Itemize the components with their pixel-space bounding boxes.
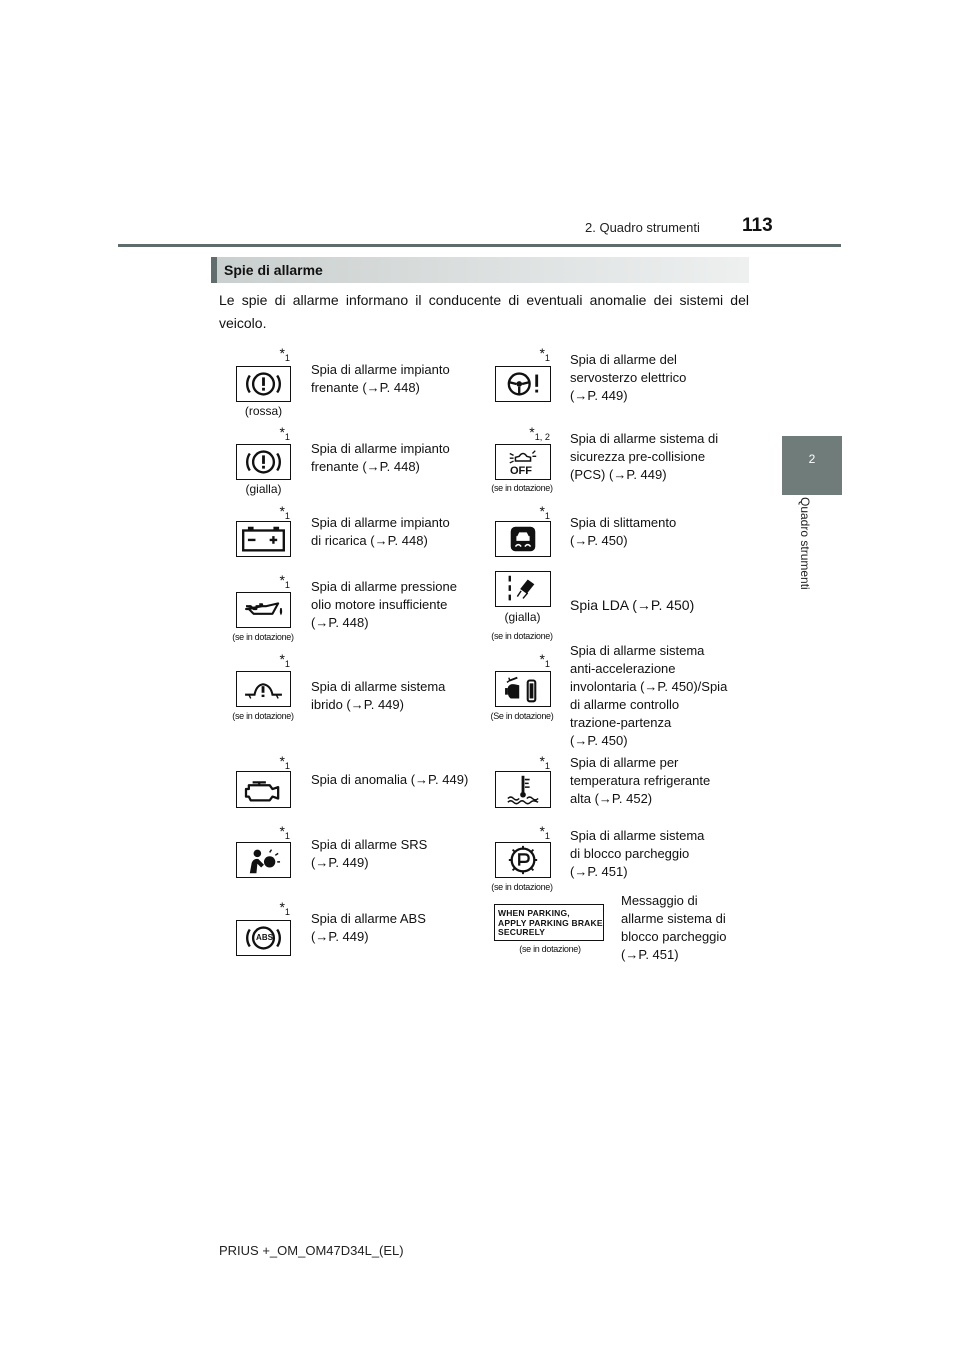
drive-start-control-icon bbox=[495, 671, 551, 707]
section-title-accent bbox=[211, 257, 217, 283]
description: Spia di allarme impianto di ricarica (→P. 448) bbox=[311, 515, 450, 548]
description: Spia di allarme ABS (→P. 449) bbox=[311, 911, 426, 944]
description: Spia di allarme sistema anti-accelerazione involontaria (→P. 450)/Spia di allarme controllo trazione-partenza (→P. 450) bbox=[570, 643, 728, 748]
description: Spia di allarme SRS (→P. 449) bbox=[311, 837, 428, 870]
footnote-marker: $*_1$ bbox=[279, 572, 290, 591]
check-engine-icon bbox=[236, 771, 291, 808]
document-code: PRIUS +_OM_OM47D34L_(EL) bbox=[219, 1243, 404, 1258]
oil-pressure-icon bbox=[236, 592, 291, 628]
coolant-temp-icon bbox=[495, 771, 551, 808]
section-title: Spie di allarme bbox=[224, 262, 323, 278]
icon-caption-small: (se in dotazione) bbox=[232, 711, 294, 721]
parking-lock-icon bbox=[495, 842, 551, 878]
icon-caption-small: (se in dotazione) bbox=[491, 631, 553, 641]
pcs-off-text: OFF bbox=[510, 465, 532, 477]
description: Messaggio di allarme sistema di blocco parcheggio (→P. 451) bbox=[621, 893, 727, 962]
footnote-marker: $*_1$ bbox=[279, 424, 290, 443]
description: Spia di allarme sistema ibrido (→P. 449) bbox=[311, 679, 446, 712]
footnote-marker: $*_1$ bbox=[539, 823, 550, 842]
intro-paragraph: Le spie di allarme informano il conducente di eventuali anomalie dei sistemi del veicolo. bbox=[219, 292, 749, 331]
description: Spia di allarme del servosterzo elettrico (→P. 449) bbox=[570, 352, 687, 403]
description: Spia di allarme sistema di blocco parcheggio (→P. 451) bbox=[570, 828, 705, 879]
footnote-marker: $*_1$ bbox=[279, 899, 290, 918]
footnote-marker: $*_1$ bbox=[539, 651, 550, 670]
lda-icon bbox=[495, 571, 551, 607]
footnote-marker: $*_1$ bbox=[279, 651, 290, 670]
parking-message-text: WHEN PARKING, APPLY PARKING BRAKE SECURELY bbox=[498, 908, 603, 937]
icon-caption-small: (se in dotazione) bbox=[491, 483, 553, 493]
footnote-marker: $*_1$ bbox=[279, 823, 290, 842]
hybrid-system-icon bbox=[236, 671, 291, 707]
icon-caption: (gialla) bbox=[504, 610, 541, 624]
description: Spia di allarme per temperatura refrigerante alta (→P. 452) bbox=[570, 755, 711, 806]
description: Spia di allarme pressione olio motore insufficiente (→P. 448) bbox=[311, 579, 457, 630]
power-steering-warning-icon bbox=[495, 366, 551, 402]
page-number: 113 bbox=[742, 215, 773, 236]
icon-caption-small: (Se in dotazione) bbox=[490, 711, 554, 721]
icon-caption-small: (se in dotazione) bbox=[232, 632, 294, 642]
description: Spia di slittamento (→P. 450) bbox=[570, 515, 677, 548]
description: Spia di allarme impianto frenante (→P. 448) bbox=[311, 362, 450, 395]
footnote-marker: $*_1$ bbox=[279, 503, 290, 522]
description: Spia di anomalia (→P. 449) bbox=[311, 772, 469, 787]
battery-charge-icon bbox=[236, 521, 291, 557]
footnote-marker: $*_1$ bbox=[279, 345, 290, 364]
srs-airbag-icon bbox=[236, 842, 291, 878]
abs-warning-icon bbox=[236, 920, 291, 956]
section-heading: 2. Quadro strumenti bbox=[585, 220, 700, 235]
footnote-marker: $*_1$ bbox=[539, 345, 550, 364]
icon-caption: (gialla) bbox=[245, 482, 282, 496]
footnote-marker: $*_{1, 2}$ bbox=[529, 424, 550, 443]
chapter-tab-number: 2 bbox=[808, 452, 816, 466]
description: Spia di allarme impianto frenante (→P. 448) bbox=[311, 441, 450, 474]
chapter-tab-label: Quadro strumenti bbox=[798, 497, 812, 590]
icon-caption: (rossa) bbox=[244, 404, 283, 418]
footnote-marker: $*_1$ bbox=[279, 753, 290, 772]
abs-label: ABS bbox=[256, 933, 273, 942]
footnote-marker: $*_1$ bbox=[539, 753, 550, 772]
icon-caption-small: (se in dotazione) bbox=[519, 944, 581, 954]
icon-caption-small: (se in dotazione) bbox=[491, 882, 553, 892]
slip-indicator-icon bbox=[495, 521, 551, 557]
brake-warning-icon bbox=[236, 366, 291, 402]
description: Spia di allarme sistema di sicurezza pre-collisione (PCS) (→P. 449) bbox=[570, 431, 719, 482]
header-rule bbox=[118, 244, 841, 247]
footnote-marker: $*_1$ bbox=[539, 503, 550, 522]
brake-warning-icon bbox=[236, 444, 291, 480]
description: Spia LDA (→P. 450) bbox=[570, 597, 695, 613]
pcs-off-icon bbox=[495, 444, 551, 480]
parking-message-icon bbox=[494, 904, 604, 941]
